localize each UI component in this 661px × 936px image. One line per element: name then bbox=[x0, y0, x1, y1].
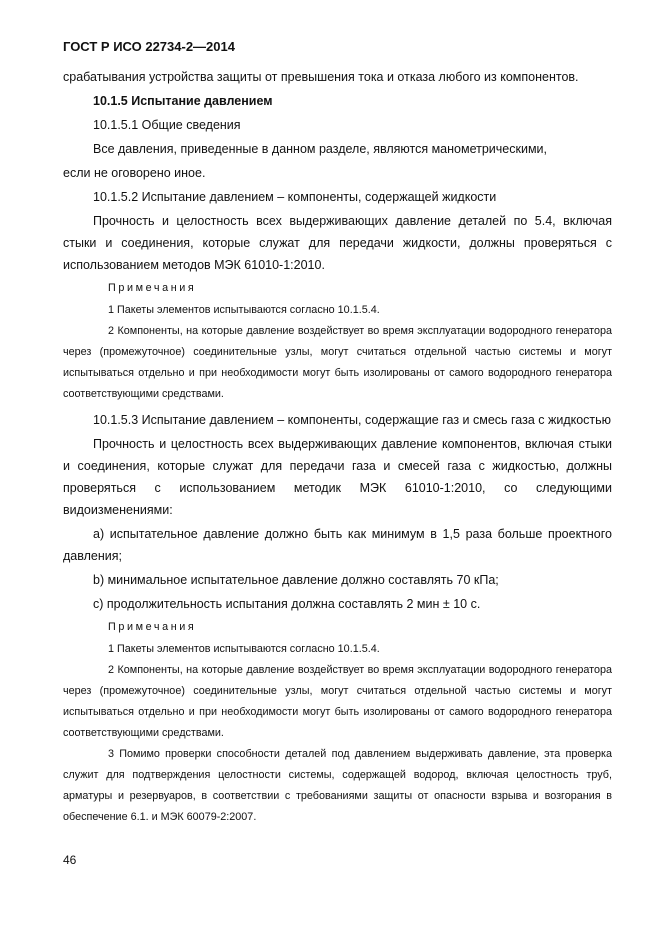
notes-heading-2: Примечания bbox=[108, 621, 197, 633]
paragraph-pressures-line1: Все давления, приведенные в данном разделе, являются манометрическими, bbox=[93, 142, 547, 156]
note-2-3: 3 Помимо проверки способности деталей под давлением выдерживать давление, эта проверка служит для подтверждения целостности системы, содержащей водород, включая целостность труб, арматуры и резервуаров, в соответствии с требованиями защиты от опасности взрыва и возгорания в обеспечение 6.1. и МЭК 60079-2:2007. bbox=[63, 748, 612, 823]
section-heading-10-1-5: 10.1.5 Испытание давлением bbox=[93, 94, 273, 108]
list-item-c: c) продолжительность испытания должна составлять 2 мин ± 10 с. bbox=[93, 597, 481, 611]
paragraph-continuation: срабатывания устройства защиты от превышения тока и отказа любого из компонентов. bbox=[63, 70, 579, 84]
note-2-2: 2 Компоненты, на которые давление воздействует во время эксплуатации водородного генератора через (промежуточное) соединительные узлы, могут считаться отдельной частью системы и могут испытываться отдельно и при необходимости могут быть изолированы от самого водородного генератора соответствующими средствами. bbox=[63, 664, 612, 739]
list-item-a: a) испытательное давление должно быть как минимум в 1,5 раза больше проектного давления; bbox=[63, 527, 612, 563]
paragraph-pressures-line2: если не оговорено иное. bbox=[63, 166, 206, 180]
section-heading-10-1-5-1: 10.1.5.1 Общие сведения bbox=[93, 118, 241, 132]
paragraph-liquid-components: Прочность и целостность всех выдерживающих давление деталей по 5.4, включая стыки и соединения, которые служат для передачи жидкости, должны проверяться с использованием методов МЭК 61010-1:2010. bbox=[63, 214, 612, 272]
section-heading-10-1-5-2: 10.1.5.2 Испытание давлением – компоненты, содержащей жидкости bbox=[93, 190, 497, 204]
note-1-2: 2 Компоненты, на которые давление воздействует во время эксплуатации водородного генератора через (промежуточное) соединительные узлы, могут считаться отдельной частью системы и могут испытываться отдельно и при необходимости могут быть изолированы от самого водородного генератора соответствующими средствами. bbox=[63, 325, 612, 400]
document-header: ГОСТ Р ИСО 22734-2—2014 bbox=[63, 39, 235, 54]
list-item-b: b) минимальное испытательное давление должно составлять 70 кПа; bbox=[93, 573, 499, 587]
notes-heading-1: Примечания bbox=[108, 282, 197, 294]
document-body bbox=[63, 66, 612, 828]
section-heading-10-1-5-3: 10.1.5.3 Испытание давлением – компоненты, содержащие газ и смесь газа с жидкостью bbox=[93, 413, 612, 427]
paragraph-gas-components: Прочность и целостность всех выдерживающих давление компонентов, включая стыки и соединения, которые служат для передачи газа и смесей газа с жидкостью, должны проверяться с использованием методик МЭК 61010-1:2010, со следующими видоизменениями: bbox=[63, 437, 612, 517]
page-number: 46 bbox=[63, 853, 77, 867]
note-2-1: 1 Пакеты элементов испытываются согласно 10.1.5.4. bbox=[108, 643, 380, 655]
note-1-1: 1 Пакеты элементов испытываются согласно 10.1.5.4. bbox=[108, 304, 380, 316]
